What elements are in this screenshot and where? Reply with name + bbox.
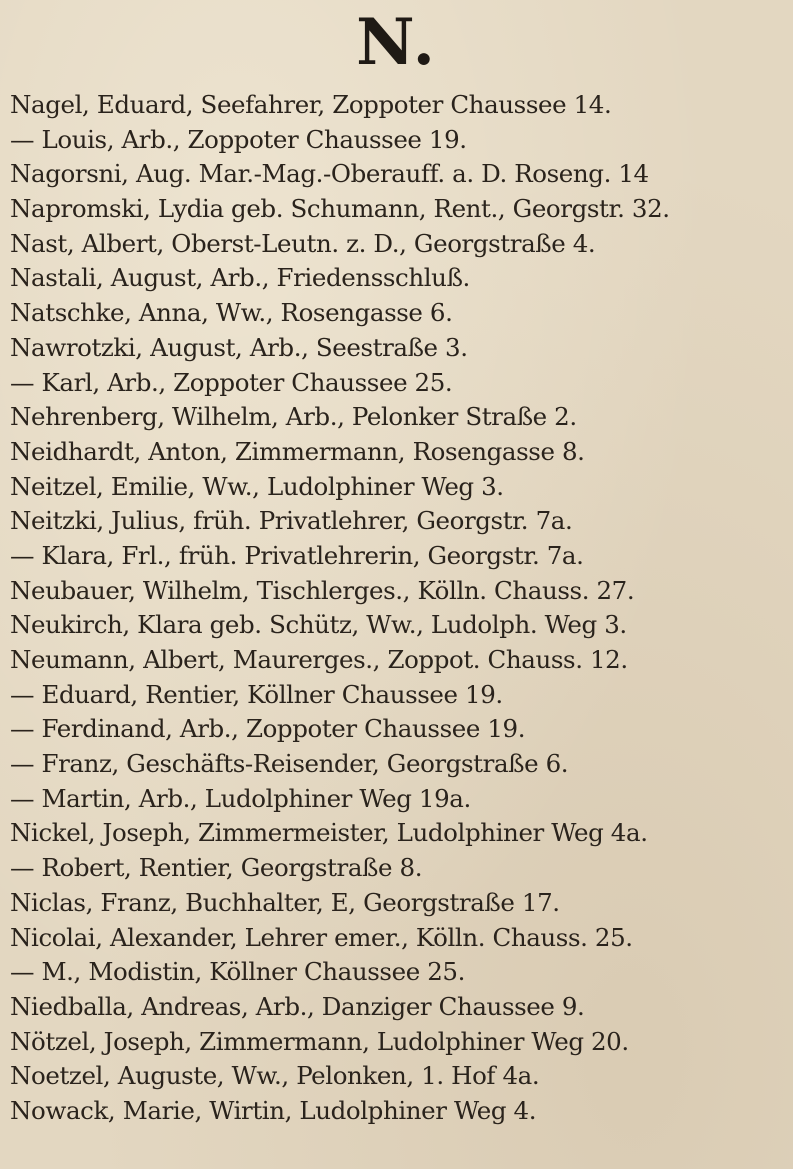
- list-item: Noetzel, Auguste, Ww., Pelonken, 1. Hof 4a.: [10, 1061, 540, 1091]
- list-item: — Klara, Frl., früh. Privatlehrerin, Georgstr. 7a.: [10, 540, 584, 570]
- list-item: Neitzel, Emilie, Ww., Ludolphiner Weg 3.: [10, 471, 504, 501]
- list-item: Nagorsni, Aug. Mar.-Mag.-Oberauff. a. D. Roseng. 14: [10, 159, 649, 189]
- list-item: Natschke, Anna, Ww., Rosengasse 6.: [10, 298, 453, 328]
- list-item: Neumann, Albert, Maurerges., Zoppot. Chauss. 12.: [10, 645, 628, 674]
- list-item: — Franz, Geschäfts-Reisender, Georgstraße 6.: [10, 749, 569, 779]
- list-item: Nawrotzki, August, Arb., Seestraße 3.: [10, 332, 468, 362]
- list-item: — M., Modistin, Köllner Chaussee 25.: [10, 957, 465, 987]
- list-item: Nagel, Eduard, Seefahrer, Zoppoter Chaussee 14.: [10, 90, 612, 119]
- list-item: Neitzki, Julius, früh. Privatlehrer, Georgstr. 7a.: [10, 506, 573, 536]
- list-item: Nötzel, Joseph, Zimmermann, Ludolphiner Weg 20.: [10, 1026, 629, 1056]
- list-item: Napromski, Lydia geb. Schumann, Rent., Georgstr. 32.: [10, 194, 670, 224]
- list-item: — Robert, Rentier, Georgstraße 8.: [10, 853, 423, 883]
- list-item: Nicolai, Alexander, Lehrer emer., Kölln. Chauss. 25.: [10, 922, 633, 952]
- list-item: — Martin, Arb., Ludolphiner Weg 19a.: [10, 783, 471, 813]
- list-item: Nastali, August, Arb., Friedensschluß.: [10, 263, 470, 293]
- list-item: Nast, Albert, Oberst-Leutn. z. D., Georgstraße 4.: [10, 228, 596, 258]
- list-item: Niedballa, Andreas, Arb., Danziger Chaussee 9.: [10, 991, 585, 1021]
- list-item: — Eduard, Rentier, Köllner Chaussee 19.: [10, 679, 503, 709]
- list-item: Neukirch, Klara geb. Schütz, Ww., Ludolph. Weg 3.: [10, 610, 627, 640]
- list-item: — Louis, Arb., Zoppoter Chaussee 19.: [10, 124, 467, 154]
- entry-list: [10, 88, 785, 1129]
- list-item: Niclas, Franz, Buchhalter, E, Georgstraße 17.: [10, 887, 560, 917]
- section-letter-heading: N.: [356, 5, 437, 80]
- list-item: Nickel, Joseph, Zimmermeister, Ludolphiner Weg 4a.: [10, 818, 648, 848]
- list-item: — Ferdinand, Arb., Zoppoter Chaussee 19.: [10, 714, 526, 744]
- list-item: — Karl, Arb., Zoppoter Chaussee 25.: [10, 367, 453, 397]
- list-item: Nowack, Marie, Wirtin, Ludolphiner Weg 4.: [10, 1095, 537, 1125]
- list-item: Neidhardt, Anton, Zimmermann, Rosengasse 8.: [10, 436, 585, 466]
- list-item: Nehrenberg, Wilhelm, Arb., Pelonker Straße 2.: [10, 402, 577, 432]
- list-item: Neubauer, Wilhelm, Tischlerges., Kölln. Chauss. 27.: [10, 575, 635, 605]
